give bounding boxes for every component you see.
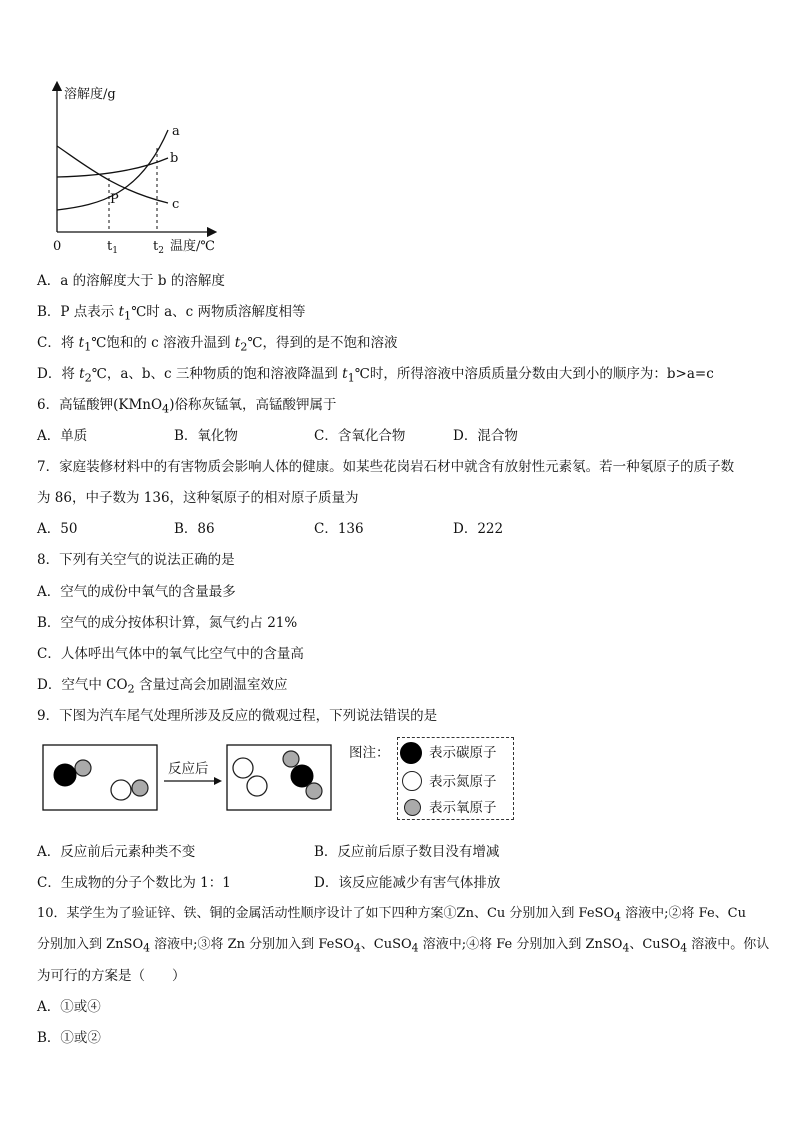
oxygen-atom bbox=[132, 780, 148, 796]
point-p-label: P bbox=[110, 192, 119, 207]
curve-c-label: c bbox=[172, 197, 180, 212]
q6-option-b: B．氧化物 bbox=[174, 428, 238, 444]
nitrogen-atom bbox=[111, 780, 131, 800]
q9-option-c: C．生成物的分子个数比为 1：1 bbox=[37, 875, 231, 891]
q10-stem-line3: 为可行的方案是（ ） bbox=[37, 968, 186, 984]
q9-stem: 9．下图为汽车尾气处理所涉及反应的微观过程，下列说法错误的是 bbox=[37, 708, 438, 724]
x-axis-label: 温度/℃ bbox=[170, 239, 215, 254]
legend-carbon-label: 表示碳原子 bbox=[429, 745, 497, 761]
q9-option-d: D．该反应能减少有害气体排放 bbox=[314, 875, 501, 891]
carbon-atom bbox=[54, 764, 76, 786]
q8-option-b: B．空气的成分按体积计算，氮气约占 21% bbox=[37, 615, 298, 631]
oxygen-atom bbox=[283, 751, 299, 767]
q6-option-d: D．混合物 bbox=[453, 428, 518, 444]
q5-option-b: B．P 点表示 $t_1℃$时 a、c 两物质溶解度相等 bbox=[37, 304, 306, 323]
q6-option-a: A．单质 bbox=[37, 428, 88, 444]
y-axis-label: 溶解度/g bbox=[64, 87, 116, 102]
q5-option-d: D．将 $t_2℃$，a、b、c 三种物质的饱和溶液降温到 $t_1℃$时，所得溶液中溶质质量分数由大到小的顺序为：b>a=c bbox=[37, 366, 714, 385]
q8-option-c: C．人体呼出气体中的氧气比空气中的含量高 bbox=[37, 646, 304, 662]
legend-title: 图注： bbox=[349, 745, 390, 761]
q7-option-b: B．86 bbox=[174, 521, 215, 537]
solubility-graph bbox=[0, 0, 794, 260]
q6-option-c: C．含氧化合物 bbox=[314, 428, 406, 444]
q5-option-a: A．a 的溶解度大于 b 的溶解度 bbox=[37, 273, 225, 289]
origin-label: 0 bbox=[53, 239, 62, 254]
q5-option-c: C．将 $t_1℃$饱和的 c 溶液升温到 $t_2℃$，得到的是不饱和溶液 bbox=[37, 335, 398, 354]
legend-nitrogen-label: 表示氮原子 bbox=[429, 774, 497, 790]
legend-oxygen-icon bbox=[404, 799, 421, 816]
q9-option-b: B．反应前后原子数目没有增减 bbox=[314, 844, 500, 860]
q8-option-d: D．空气中 $CO_2$ 含量过高会加剧温室效应 bbox=[37, 677, 288, 696]
q7-option-d: D．222 bbox=[453, 521, 504, 537]
nitrogen-atom bbox=[247, 776, 267, 796]
legend-carbon-icon bbox=[400, 742, 422, 764]
q10-stem-line2: 分别加入到 ZnSO$_4$ 溶液中;③将 Zn 分别加入到 FeSO$_4$、CuSO$_4$ 溶液中;④将 Fe 分别加入到 ZnSO$_4$、CuSO$_4$ 溶液中。你认 bbox=[37, 937, 770, 955]
t1-label: $t_1$ bbox=[107, 239, 118, 256]
curve-b-label: b bbox=[170, 151, 179, 166]
oxygen-atom bbox=[306, 783, 322, 799]
q6-stem: 6．高锰酸钾(KMnO$_4$)俗称灰锰氧，高锰酸钾属于 bbox=[37, 397, 337, 416]
carbon-atom bbox=[291, 765, 313, 787]
q7-option-a: A．50 bbox=[37, 521, 78, 537]
t2-label: $t_2$ bbox=[153, 239, 164, 256]
legend-oxygen-label: 表示氧原子 bbox=[429, 800, 497, 816]
arrow-label: 反应后 bbox=[168, 761, 209, 777]
q10-option-b: B．①或② bbox=[37, 1030, 101, 1046]
legend-nitrogen-icon bbox=[402, 771, 422, 791]
q9-option-a: A．反应前后元素种类不变 bbox=[37, 844, 196, 860]
curve-a-label: a bbox=[172, 124, 180, 139]
q8-stem: 8．下列有关空气的说法正确的是 bbox=[37, 552, 235, 568]
q10-option-a: A．①或④ bbox=[37, 999, 101, 1015]
q7-stem-line1: 7．家庭装修材料中的有害物质会影响人体的健康。如某些花岗岩石材中就含有放射性元素氡。若一种氡原子的质子数 bbox=[37, 459, 735, 475]
q7-stem-line2: 为 86，中子数为 136，这种氡原子的相对原子质量为 bbox=[37, 490, 359, 506]
after-box bbox=[227, 745, 331, 810]
carbon-atom bbox=[75, 760, 91, 776]
q7-option-c: C．136 bbox=[314, 521, 364, 537]
nitrogen-atom bbox=[233, 758, 253, 778]
q8-option-a: A．空气的成份中氧气的含量最多 bbox=[37, 584, 236, 600]
q10-stem-line1: 10．某学生为了验证锌、铁、铜的金属活动性顺序设计了如下四种方案①Zn、Cu 分别加入到 FeSO$_4$ 溶液中;②将 Fe、Cu bbox=[37, 906, 746, 924]
before-box bbox=[43, 745, 157, 810]
